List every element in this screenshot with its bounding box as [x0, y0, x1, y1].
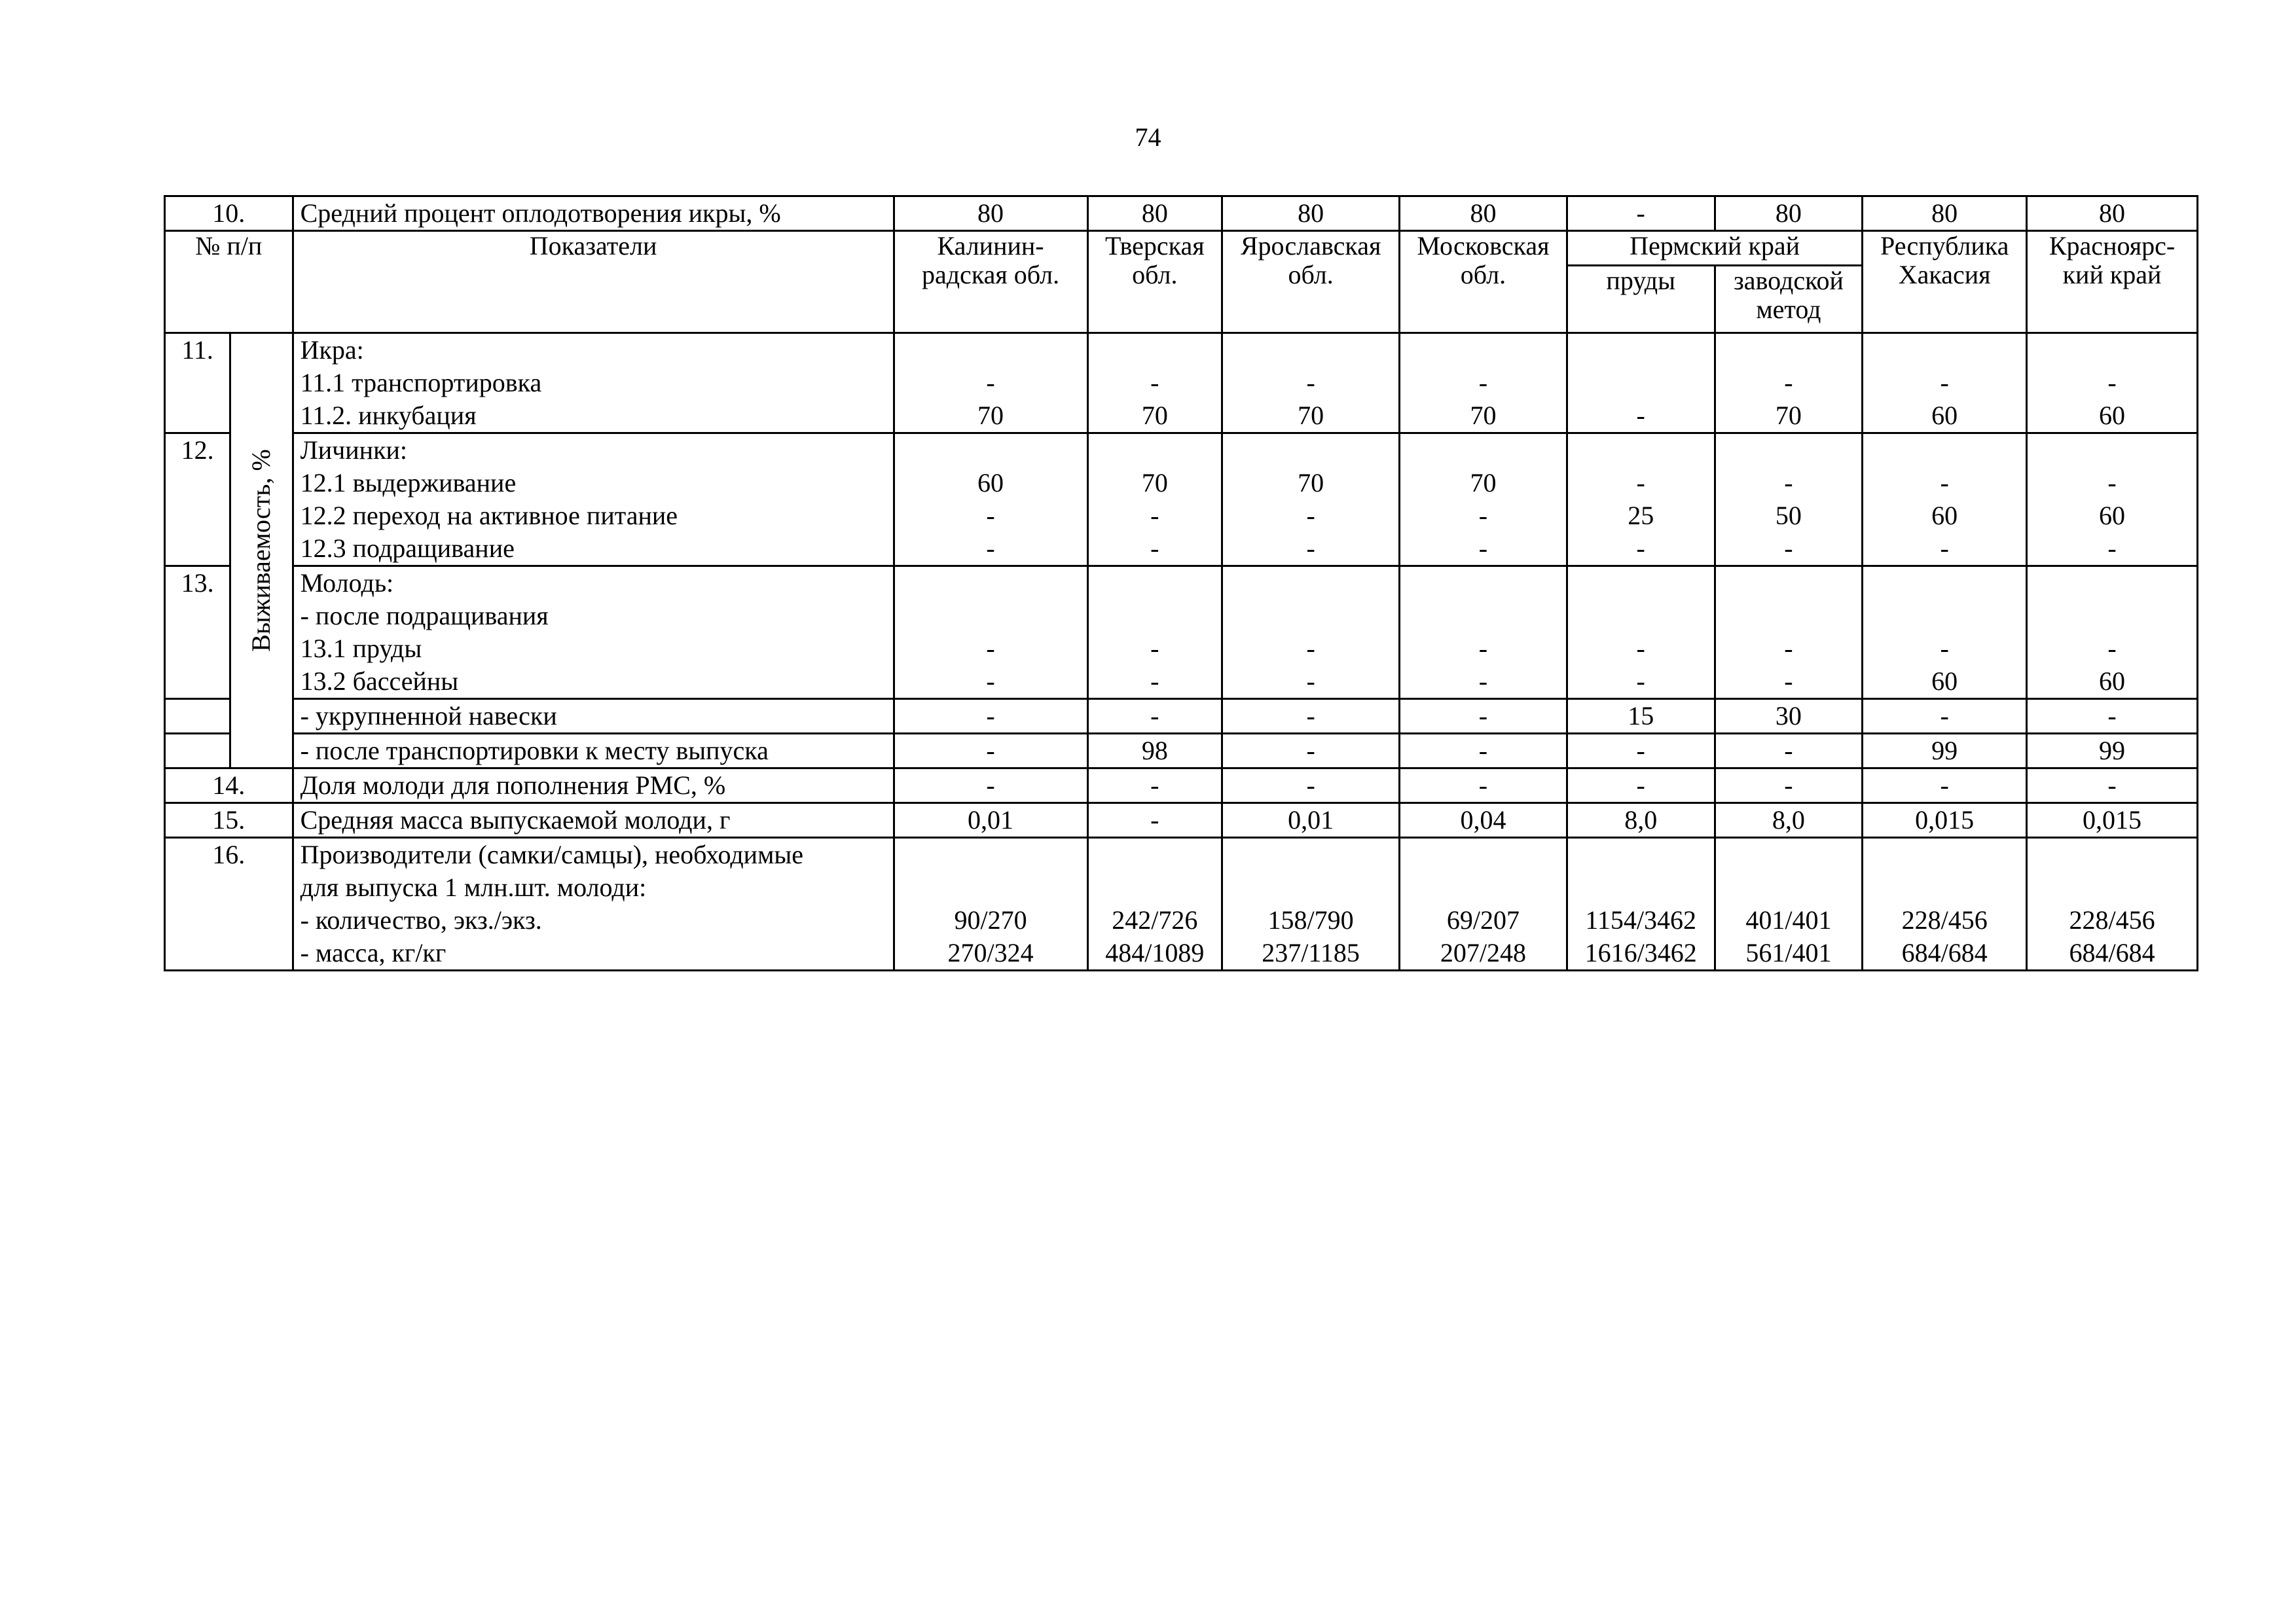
page-number: 74: [1135, 122, 1161, 152]
value-cell: 0,015: [1863, 803, 2027, 838]
value-cell: 30: [1715, 699, 1863, 734]
value-cell: -: [1087, 699, 1222, 734]
row-number: 11.: [165, 333, 230, 433]
header-kaliningrad: Калинин-радская обл.: [894, 231, 1087, 333]
row-large-weight: [165, 699, 2198, 734]
value-cell: - 70: [1087, 333, 1222, 433]
value-cell: 98: [1087, 734, 1222, 768]
header-krasnoyarsk: Красноярс-кий край: [2027, 231, 2198, 333]
value-cell: - 50 -: [1715, 433, 1863, 566]
value-cell: 80: [1222, 196, 1400, 231]
value-cell: - 70: [1400, 333, 1567, 433]
row-number: [165, 699, 230, 734]
value-cell: 0,01: [894, 803, 1087, 838]
value-cell: 99: [1863, 734, 2027, 768]
value-cell: - -: [1400, 566, 1567, 699]
row-label: Средняя масса выпускаемой молоди, г: [293, 803, 894, 838]
value-cell: 69/207 207/248: [1400, 838, 1567, 971]
value-cell: 80: [1087, 196, 1222, 231]
header-perm: Пермский край: [1567, 231, 1862, 266]
row-number: 15.: [165, 803, 293, 838]
value-cell: 80: [1400, 196, 1567, 231]
value-cell: - 60 -: [1863, 433, 2027, 566]
row-after-transport: [165, 734, 2198, 768]
value-cell: 15: [1567, 699, 1715, 734]
value-cell: -: [2027, 768, 2198, 803]
row-label: Икра: 11.1 транспортировка 11.2. инкубация: [293, 333, 894, 433]
row-14: [165, 768, 2198, 803]
value-cell: 8,0: [1567, 803, 1715, 838]
row-number: 10.: [165, 196, 293, 231]
header-khakassia: Республика Хакасия: [1863, 231, 2027, 333]
value-cell: - 60: [2027, 566, 2198, 699]
row-number: 16.: [165, 838, 293, 971]
value-cell: - -: [1087, 566, 1222, 699]
header-moscow: Московская обл.: [1400, 231, 1567, 333]
value-cell: 60 - -: [894, 433, 1087, 566]
value-cell: -: [894, 768, 1087, 803]
value-cell: -: [1222, 768, 1400, 803]
header-row: [165, 231, 2198, 266]
value-cell: 70 - -: [1222, 433, 1400, 566]
row-13: [165, 566, 2198, 699]
row-label: Личинки: 12.1 выдерживание 12.2 переход на активное питание 12.3 подращивание: [293, 433, 894, 566]
value-cell: 228/456 684/684: [1863, 838, 2027, 971]
value-cell: -: [1400, 699, 1567, 734]
value-cell: -: [1567, 333, 1715, 433]
row-label: - после транспортировки к месту выпуска: [293, 734, 894, 768]
value-cell: 80: [1715, 196, 1863, 231]
value-cell: -: [1567, 196, 1715, 231]
value-cell: - 60: [2027, 333, 2198, 433]
row-number: 13.: [165, 566, 230, 699]
value-cell: -: [1222, 699, 1400, 734]
value-cell: -: [1567, 734, 1715, 768]
row-number: 12.: [165, 433, 230, 566]
value-cell: 70 - -: [1087, 433, 1222, 566]
value-cell: - -: [1715, 566, 1863, 699]
row-label: Производители (самки/самцы), необходимые для выпуска 1 млн.шт. молоди: - количество, экз./экз. - масса, кг/кг: [293, 838, 894, 971]
survival-label-cell: [230, 333, 293, 768]
value-cell: 158/790 237/1185: [1222, 838, 1400, 971]
value-cell: 80: [2027, 196, 2198, 231]
indicators-table: [164, 195, 2198, 971]
row-label: - укрупненной навески: [293, 699, 894, 734]
row-12: [165, 433, 2198, 566]
value-cell: -: [894, 699, 1087, 734]
row-10: [165, 196, 2198, 231]
row-15: [165, 803, 2198, 838]
value-cell: 401/401 561/401: [1715, 838, 1863, 971]
row-label: Средний процент оплодотворения икры, %: [293, 196, 894, 231]
value-cell: 8,0: [1715, 803, 1863, 838]
value-cell: 90/270 270/324: [894, 838, 1087, 971]
header-num: № п/п: [165, 231, 293, 333]
header-tver: Тверская обл.: [1087, 231, 1222, 333]
value-cell: - 60 -: [2027, 433, 2198, 566]
header-perm-ponds: пруды: [1567, 266, 1715, 333]
value-cell: - 60: [1863, 333, 2027, 433]
value-cell: -: [1863, 768, 2027, 803]
value-cell: 0,01: [1222, 803, 1400, 838]
row-number: [165, 734, 230, 768]
value-cell: - 60: [1863, 566, 2027, 699]
survival-label: Выживаемость, %: [246, 449, 276, 652]
row-16: [165, 838, 2198, 971]
value-cell: - 70: [1715, 333, 1863, 433]
value-cell: - 70: [1222, 333, 1400, 433]
value-cell: 242/726 484/1089: [1087, 838, 1222, 971]
value-cell: 70 - -: [1400, 433, 1567, 566]
value-cell: -: [2027, 699, 2198, 734]
header-yaroslavl: Ярославская обл.: [1222, 231, 1400, 333]
value-cell: - -: [1567, 566, 1715, 699]
value-cell: -: [1863, 699, 2027, 734]
row-number: 14.: [165, 768, 293, 803]
row-label: Доля молоди для пополнения РМС, %: [293, 768, 894, 803]
value-cell: - -: [894, 566, 1087, 699]
header-indicators: Показатели: [293, 231, 894, 333]
value-cell: - -: [1222, 566, 1400, 699]
header-perm-factory: заводской метод: [1715, 266, 1863, 333]
value-cell: -: [1567, 768, 1715, 803]
value-cell: -: [1400, 768, 1567, 803]
value-cell: 80: [1863, 196, 2027, 231]
row-11: [165, 333, 2198, 433]
value-cell: -: [894, 734, 1087, 768]
value-cell: 99: [2027, 734, 2198, 768]
row-label: Молодь: - после подращивания 13.1 пруды 13.2 бассейны: [293, 566, 894, 699]
value-cell: -: [1222, 734, 1400, 768]
value-cell: -: [1087, 768, 1222, 803]
value-cell: 0,015: [2027, 803, 2198, 838]
value-cell: 228/456 684/684: [2027, 838, 2198, 971]
value-cell: 1154/3462 1616/3462: [1567, 838, 1715, 971]
value-cell: -: [1087, 803, 1222, 838]
value-cell: -: [1400, 734, 1567, 768]
value-cell: 80: [894, 196, 1087, 231]
value-cell: - 25 -: [1567, 433, 1715, 566]
value-cell: 0,04: [1400, 803, 1567, 838]
value-cell: - 70: [894, 333, 1087, 433]
value-cell: -: [1715, 768, 1863, 803]
value-cell: -: [1715, 734, 1863, 768]
